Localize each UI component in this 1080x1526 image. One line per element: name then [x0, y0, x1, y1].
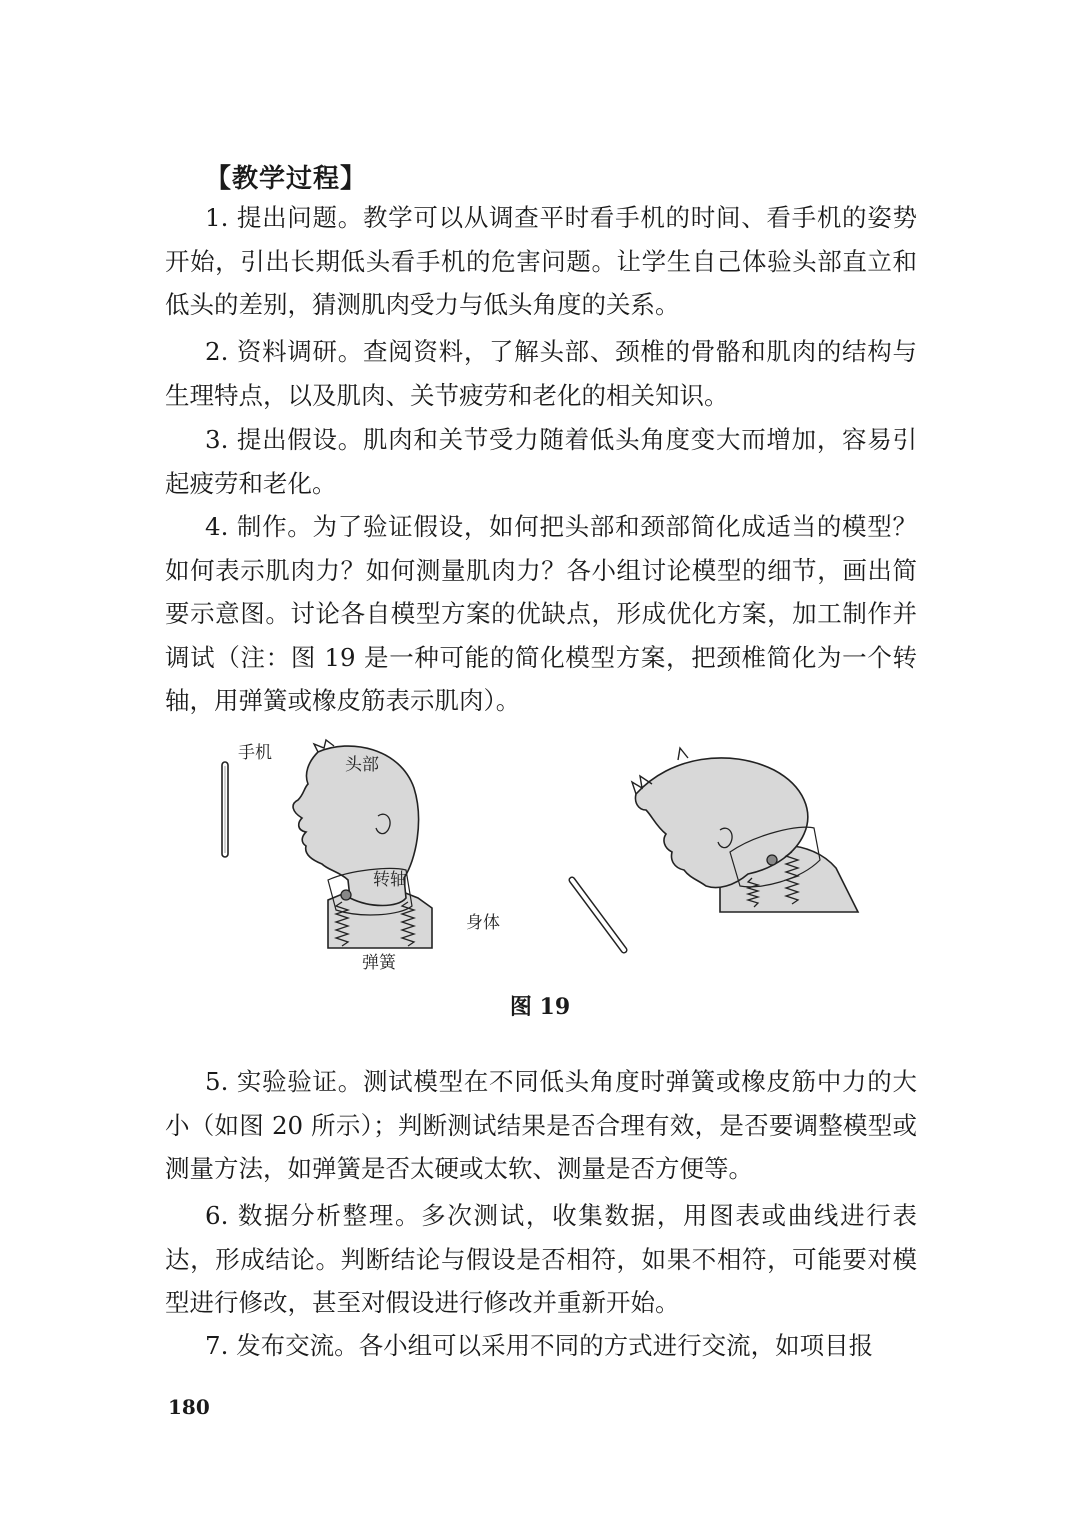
upright-model	[222, 740, 500, 973]
label-pivot: 转轴	[373, 870, 407, 890]
pivot-point-upright	[341, 890, 351, 900]
paragraph-3: 3. 提出假设。肌肉和关节受力随着低头角度变大而增加，容易引起疲劳和老化。	[165, 425, 917, 498]
label-phone: 手机	[238, 743, 272, 763]
paragraph-2: 2. 资料调研。查阅资料，了解头部、颈椎的骨骼和肌肉的结构与生理特点，以及肌肉、关节疲劳和老化的相关知识。	[165, 337, 917, 410]
label-spring: 弹簧	[362, 953, 396, 973]
section-heading: 【教学过程】	[205, 164, 368, 194]
figure-caption: 图 19	[509, 994, 571, 1020]
paragraph-6: 6. 数据分析整理。多次测试，收集数据，用图表或曲线进行表达，形成结论。判断结论与假设是否相符，如果不相符，可能要对模型进行修改，甚至对假设进行修改并重新开始。	[165, 1201, 917, 1317]
bowed-model	[572, 748, 858, 950]
paragraph-4: 4. 制作。为了验证假设，如何把头部和颈部简化成适当的模型？如何表示肌肉力？如何测量肌肉力？各小组讨论模型的细节，画出简要示意图。讨论各自模型方案的优缺点，形成优化方案，加工制作并调试（注：图 19 是一种可能的简化模型方案，把颈椎简化为一个转轴，用弹簧或橡皮筋表示肌肉）。	[165, 512, 917, 715]
paragraph-1: 1. 提出问题。教学可以从调查平时看手机的时间、看手机的姿势开始，引出长期低头看手机的危害问题。让学生自己体验头部直立和低头的差别，猜测肌肉受力与低头角度的关系。	[165, 203, 917, 319]
paragraph-5: 5. 实验验证。测试模型在不同低头角度时弹簧或橡皮筋中力的大小（如图 20 所示）；判断测试结果是否合理有效，是否要调整模型或测量方法，如弹簧是否太硬或太软、测量是否方便等。	[165, 1067, 917, 1183]
pivot-point-bowed	[767, 855, 777, 865]
paragraph-7: 7. 发布交流。各小组可以采用不同的方式进行交流，如项目报	[205, 1331, 874, 1360]
page-number: 180	[168, 1395, 210, 1419]
label-body: 身体	[466, 913, 500, 933]
figure-19-illustration	[200, 730, 880, 990]
label-head: 头部	[345, 755, 379, 775]
